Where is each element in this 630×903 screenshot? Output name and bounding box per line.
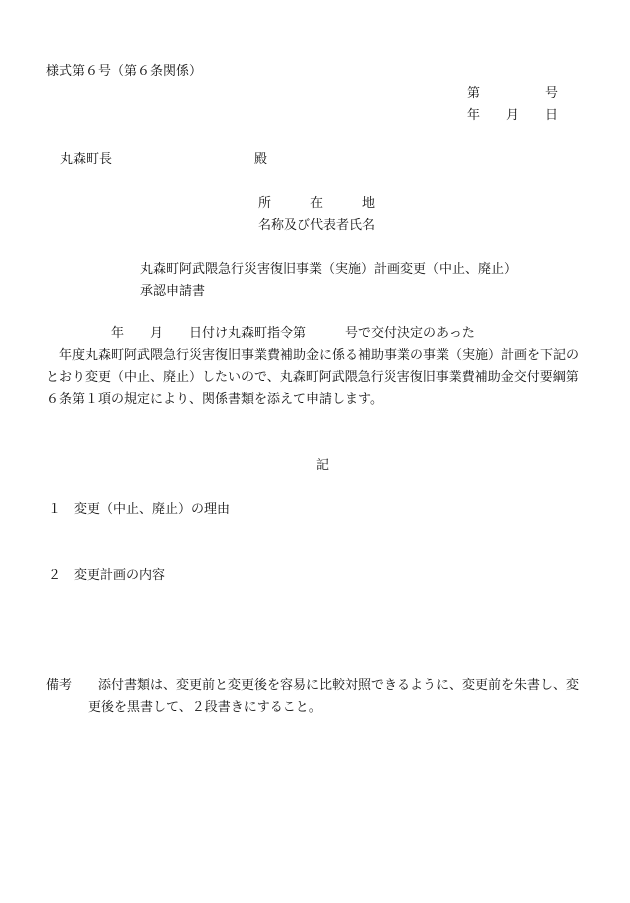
remarks-note-continued: 更後を黒書して、２段書きにすること。 bbox=[88, 700, 322, 715]
remarks-note: 備考 添付書類は、変更前と変更後を容易に比較対照できるように、変更前を朱書し、変 bbox=[46, 678, 580, 693]
date-line: 年 月 日 bbox=[467, 108, 559, 123]
document-title-continued: 承認申請書 bbox=[140, 284, 206, 299]
document-number-line: 第 号 bbox=[467, 86, 559, 101]
body-line: ６条第１項の規定により、関係書類を添えて申請します。 bbox=[46, 392, 383, 407]
item-change-plan: ２ 変更計画の内容 bbox=[48, 568, 166, 583]
body-line: とおり変更（中止、廃止）したいので、丸森町阿武隈急行災害復旧事業費補助金交付要綱第 bbox=[46, 370, 579, 385]
applicant-address-label: 所 在 地 bbox=[258, 196, 376, 211]
item-change-reason: １ 変更（中止、廃止）の理由 bbox=[48, 502, 231, 517]
body-line: 年度丸森町阿武隈急行災害復旧事業費補助金に係る補助事業の事業（実施）計画を下記の bbox=[46, 348, 580, 363]
applicant-name-label: 名称及び代表者氏名 bbox=[258, 218, 376, 233]
document-title: 丸森町阿武隈急行災害復旧事業（実施）計画変更（中止、廃止） bbox=[140, 262, 518, 277]
body-line: 年 月 日付け丸森町指令第 号で交付決定のあった bbox=[46, 326, 475, 341]
body-text bbox=[46, 326, 616, 422]
addressee: 丸森町長 bbox=[60, 152, 113, 167]
ki-heading: 記 bbox=[316, 458, 330, 473]
honorific: 殿 bbox=[254, 152, 268, 167]
form-number: 様式第６号（第６条関係） bbox=[46, 64, 203, 79]
